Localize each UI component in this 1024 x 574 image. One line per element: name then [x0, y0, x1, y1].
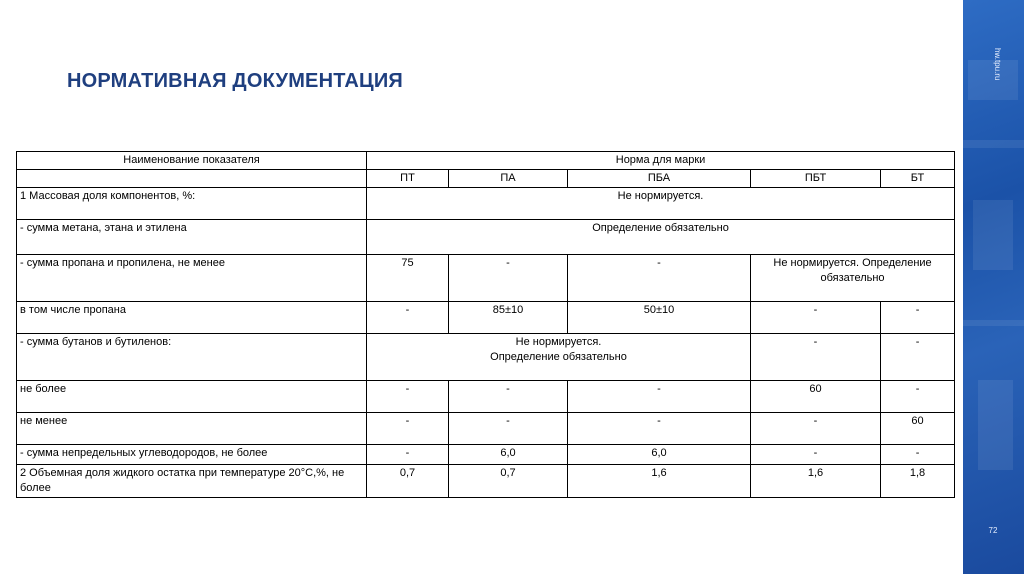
table-cell: 6,0: [449, 445, 568, 465]
table-cell: 50±10: [568, 302, 751, 334]
table-cell: 85±10: [449, 302, 568, 334]
table-cell: -: [449, 381, 568, 413]
table-cell: 1,6: [751, 465, 881, 498]
table-cell: [367, 334, 751, 381]
row-label: не менее: [17, 413, 367, 445]
table-cell: -: [367, 445, 449, 465]
table-cell: -: [751, 334, 881, 381]
table-cell: 60: [881, 413, 955, 445]
header-norm: Норма для марки: [367, 152, 955, 170]
table-cell: -: [881, 334, 955, 381]
table-row: [17, 302, 955, 334]
table-row: [17, 381, 955, 413]
merged-line-2: Определение обязательно: [490, 351, 627, 363]
table-cell: -: [751, 445, 881, 465]
table-row: [17, 334, 955, 381]
table-cell: -: [568, 413, 751, 445]
grade-pbt: ПБТ: [751, 170, 881, 188]
table-cell: -: [367, 413, 449, 445]
table-cell: 1,8: [881, 465, 955, 498]
table-cell: -: [881, 381, 955, 413]
table-cell: 1,6: [568, 465, 751, 498]
table-cell: -: [367, 381, 449, 413]
grade-pa: ПА: [449, 170, 568, 188]
table-cell: -: [449, 255, 568, 302]
table-cell: 6,0: [568, 445, 751, 465]
table-cell: -: [568, 381, 751, 413]
grade-pba: ПБА: [568, 170, 751, 188]
table-row: [17, 255, 955, 302]
table-row: [17, 413, 955, 445]
table-cell: -: [881, 302, 955, 334]
table-cell: Определение обязательно: [367, 220, 955, 255]
table-cell: Не нормируется. Определение обязательно: [751, 255, 955, 302]
row-label: 1 Массовая доля компонентов, %:: [17, 188, 367, 220]
table-row: [17, 465, 955, 498]
row-label: не более: [17, 381, 367, 413]
table-cell: -: [751, 302, 881, 334]
table-cell: [17, 170, 367, 188]
merged-line-1: Не нормируется.: [515, 336, 602, 348]
table-cell: -: [367, 302, 449, 334]
table-cell: -: [751, 413, 881, 445]
table-cell: -: [568, 255, 751, 302]
table-row: [17, 220, 955, 255]
table-cell: 0,7: [449, 465, 568, 498]
row-label: - сумма метана, этана и этилена: [17, 220, 367, 255]
table-cell: 75: [367, 255, 449, 302]
table-row: [17, 188, 955, 220]
row-label: в том числе пропана: [17, 302, 367, 334]
header-indicator: Наименование показателя: [17, 152, 367, 170]
site-url: hw.tpu.ru: [993, 48, 1002, 81]
row-label: - сумма бутанов и бутиленов:: [17, 334, 367, 381]
page-title: НОРМАТИВНАЯ ДОКУМЕНТАЦИЯ: [67, 70, 403, 92]
row-label: 2 Объемная доля жидкого остатка при температуре 20°С,%, не более: [17, 465, 367, 498]
page-number: 72: [988, 526, 998, 535]
table-row: [17, 445, 955, 465]
table-cell: -: [881, 445, 955, 465]
row-label: - сумма пропана и пропилена, не менее: [17, 255, 367, 302]
table-cell: 0,7: [367, 465, 449, 498]
table-cell: Не нормируется.: [367, 188, 955, 220]
table-header-row: [17, 152, 955, 170]
table-cell: 60: [751, 381, 881, 413]
grade-pt: ПТ: [367, 170, 449, 188]
row-label: - сумма непредельных углеводородов, не более: [17, 445, 367, 465]
grade-bt: БТ: [881, 170, 955, 188]
table-grade-row: [17, 170, 955, 188]
spec-table: [16, 151, 955, 498]
table-cell: -: [449, 413, 568, 445]
